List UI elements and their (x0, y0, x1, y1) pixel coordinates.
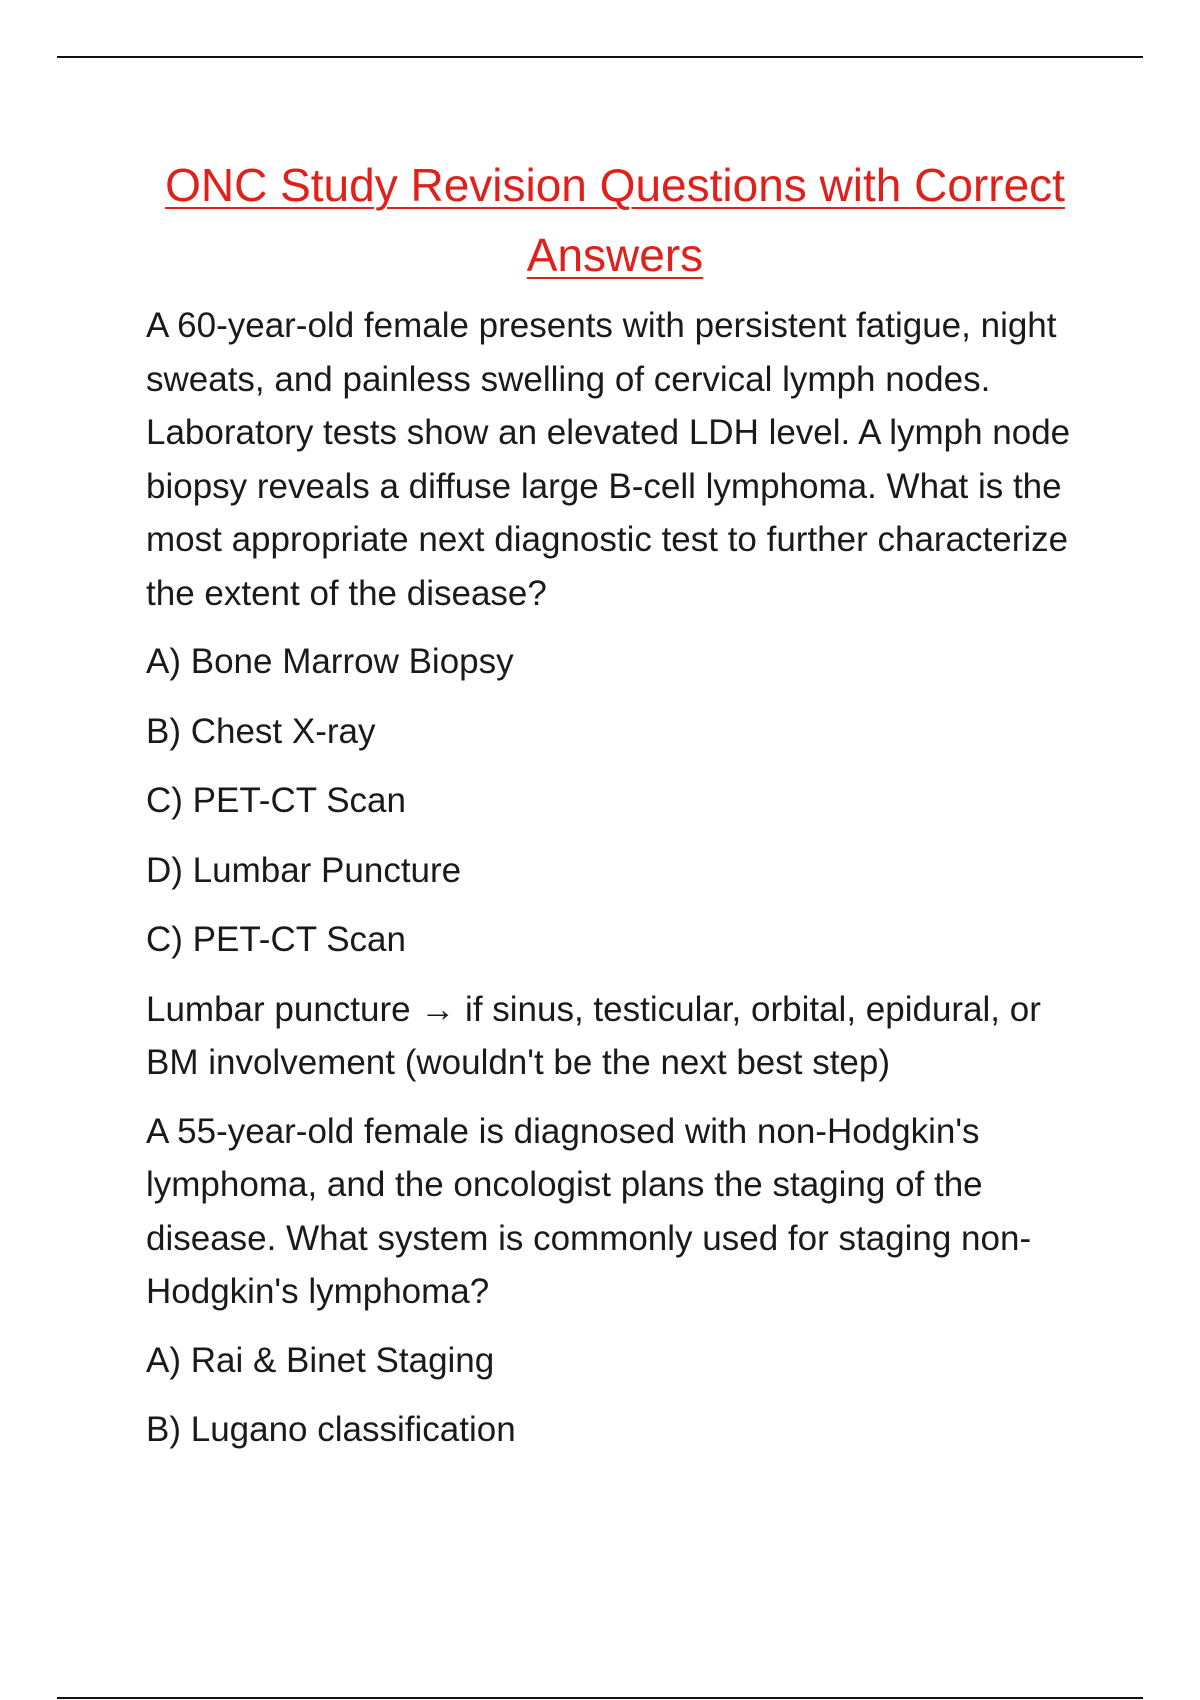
question-1-option-a: A) Bone Marrow Biopsy (146, 642, 514, 681)
question-1-stem: A 60-year-old female presents with persistent fatigue, night sweats, and painless swelling of cervical lymph nodes. Laboratory tests show an elevated LDH level. A lymph node biopsy reveals a diffuse large B-cell lymphoma. What is the most appropriate next diagnostic test to further characterize the extent of the disease? (146, 306, 1071, 613)
document-body (146, 299, 1096, 1473)
question-1-option-c: C) PET-CT Scan (146, 781, 406, 820)
question-2-option-a: A) Rai & Binet Staging (146, 1340, 495, 1380)
question-1-option-b: B) Chest X-ray (146, 711, 376, 751)
question-1-option-d: D) Lumbar Puncture (146, 850, 462, 890)
question-2-stem: A 55-year-old female is diagnosed with non-Hodgkin's lymphoma, and the oncologist plans the staging of the disease. What system is commonly used for staging non-Hodgkin's lymphoma? (146, 1111, 1032, 1311)
question-2-option-b: B) Lugano classification (146, 1410, 516, 1449)
question-1-answer: C) PET-CT Scan (146, 920, 406, 959)
bottom-rule (57, 1697, 1143, 1699)
document-title: ONC Study Revision Questions with Correct Answers (165, 159, 1065, 281)
top-rule (57, 56, 1143, 58)
question-1-explanation: Lumbar puncture → if sinus, testicular, orbital, epidural, or BM involvement (wouldn't be the next best step) (146, 989, 1041, 1082)
